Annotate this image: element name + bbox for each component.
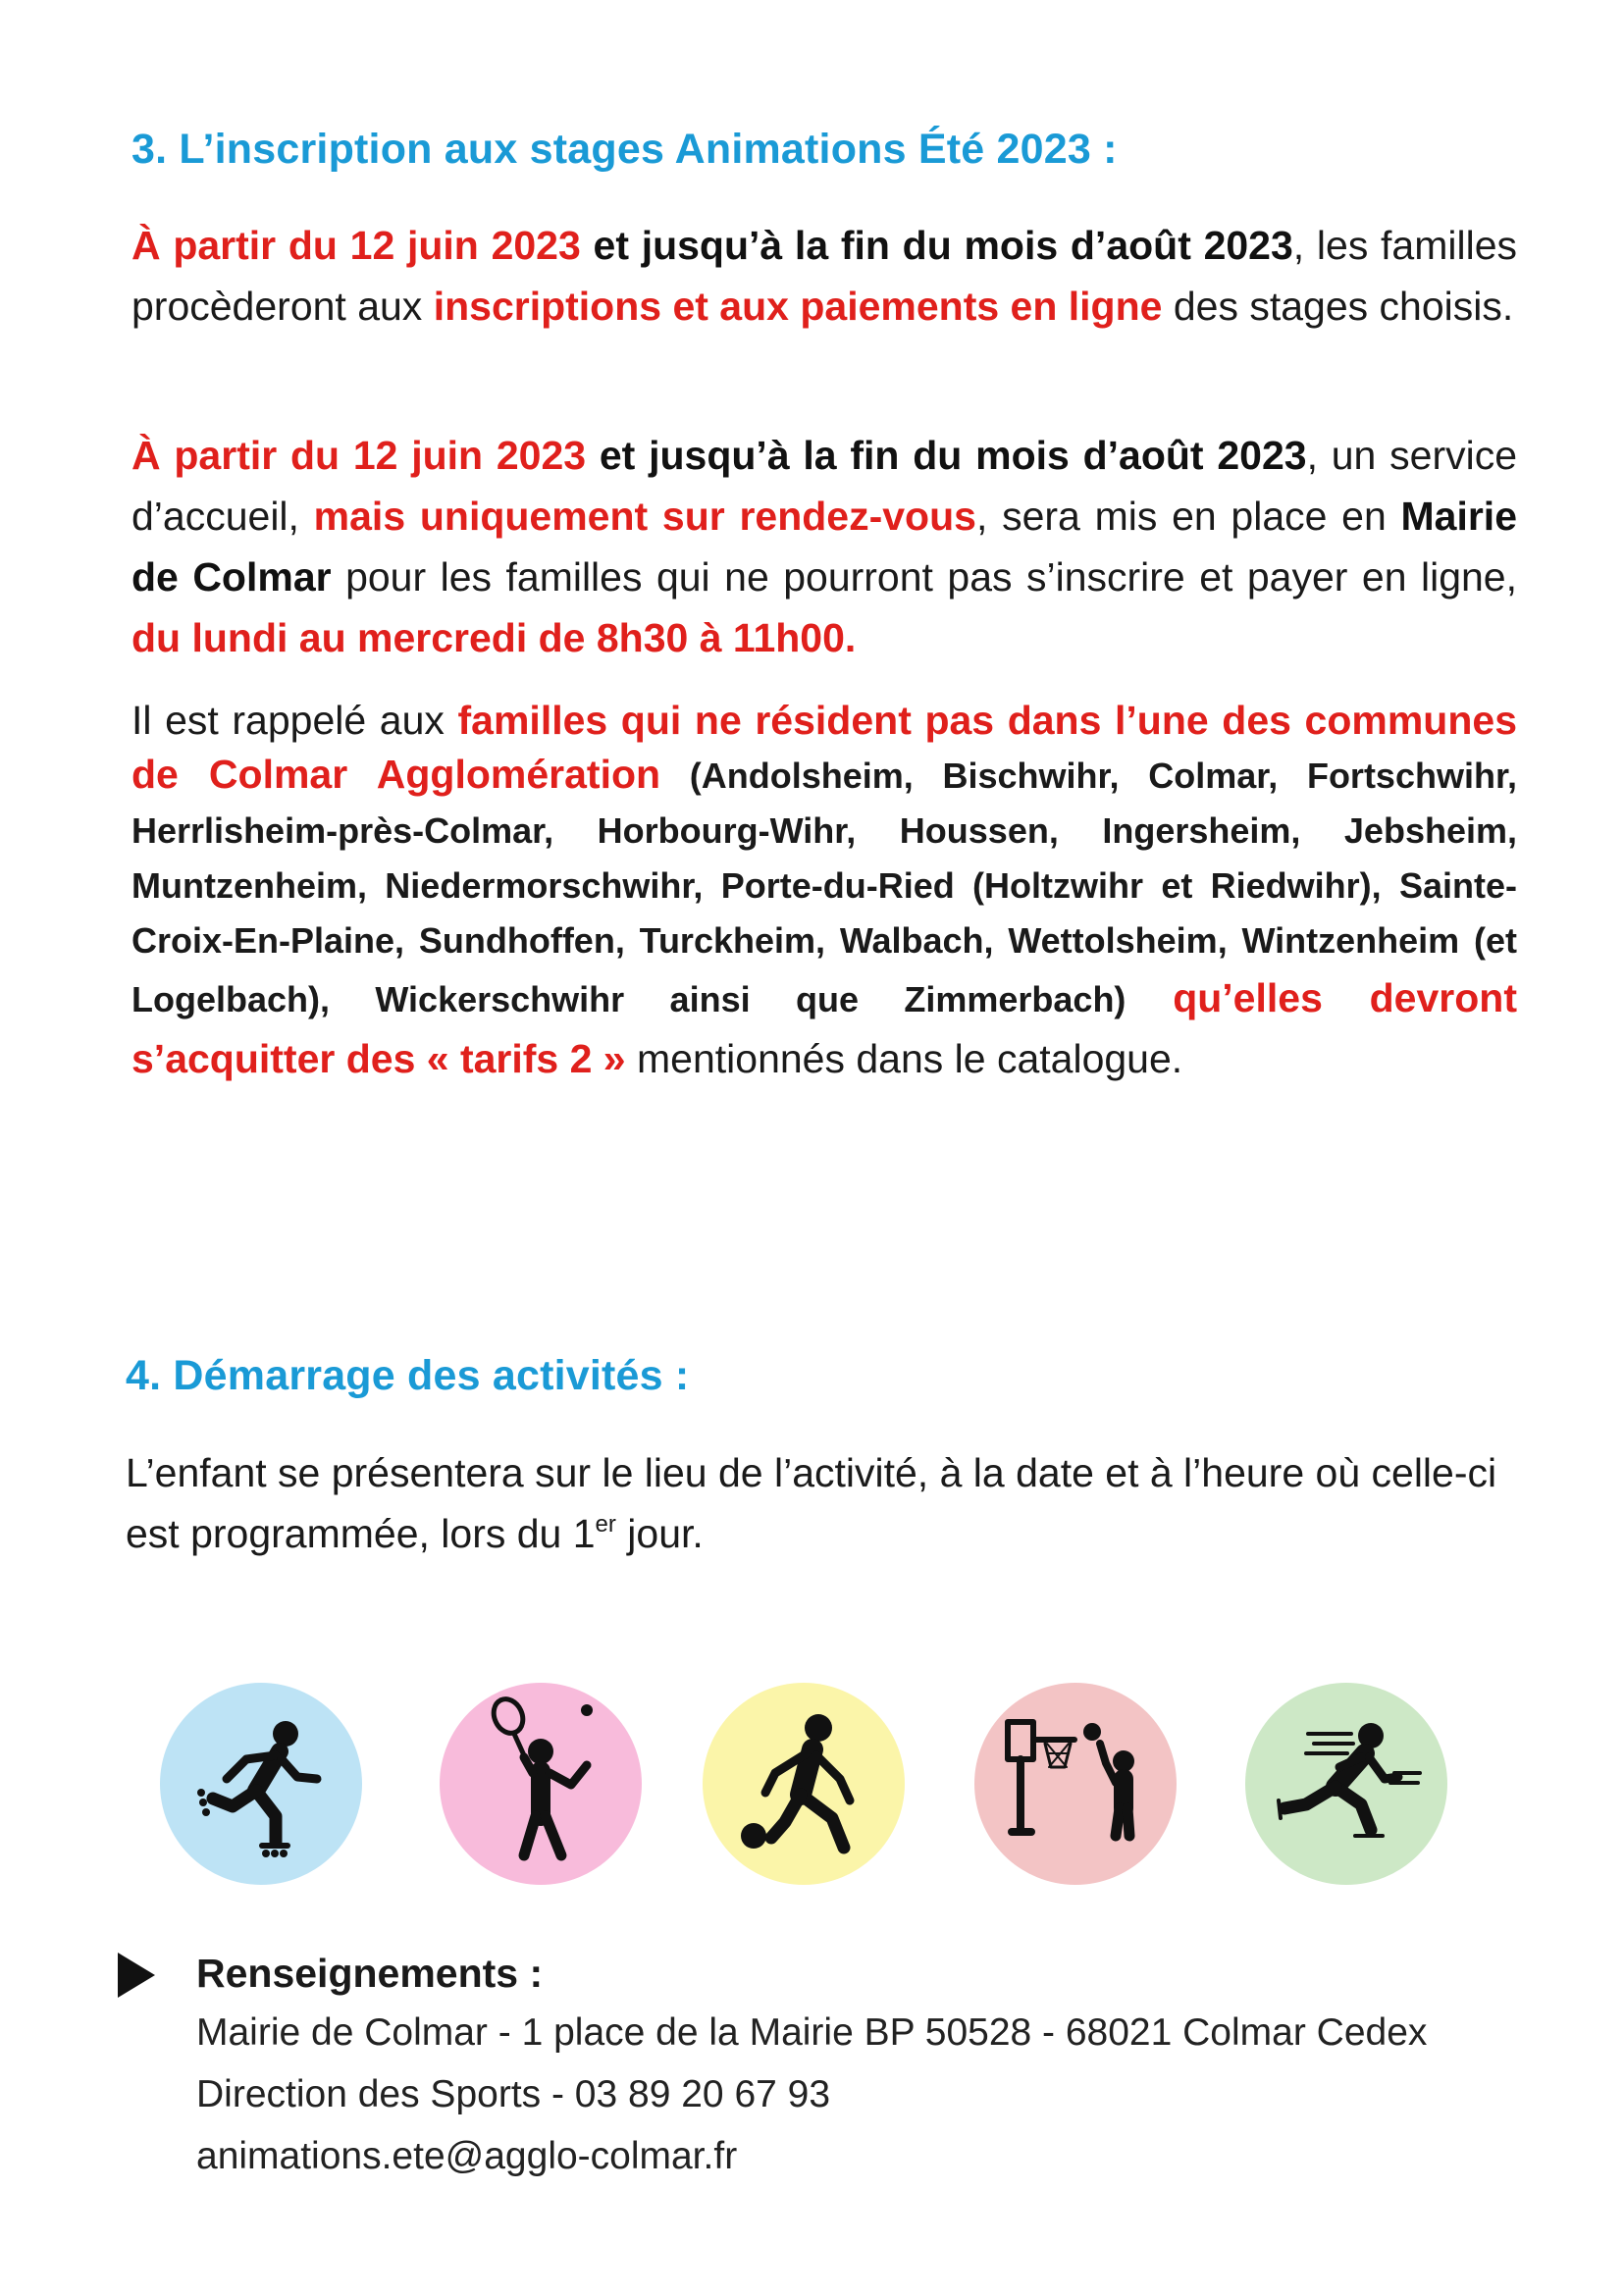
end-date-text: et jusqu’à la fin du mois d’août 2023 — [586, 433, 1307, 478]
basketball-icon — [974, 1683, 1177, 1885]
icon-background — [974, 1683, 1177, 1885]
section-4-title: 4. Démarrage des activités : — [126, 1352, 690, 1399]
online-registration-text: inscriptions et aux paiements en ligne — [433, 284, 1163, 329]
contact-email[interactable]: animations.ete@agglo-colmar.fr — [196, 2135, 738, 2177]
registration-dates-paragraph: À partir du 12 juin 2023 et jusqu’à la fin du mois d’août 2023, les familles procèderont aux inscriptions et aux paiements en ligne des stages choisis. — [131, 223, 1518, 329]
non-resident-paragraph: Il est rappelé aux familles qui ne résident pas dans l’une des communes de Colmar Agglomération (Andolsheim, Bischwihr, Colmar, Fortschwihr, Herrlisheim-près-Colmar, Horbourg-Wihr, Houssen, Ingersheim, Jebsheim, Muntzenheim, Niedermorschwihr, Porte-du-Ried (Holtzwihr et Riedwihr), Sainte-Croix-En-Plaine, Sundhoffen, Turckheim, Walbach, Wettolsheim, Wintzenheim (et Logelbach), Wickerschwihr ainsi que Zimmerbach) qu’elles devront s’acquitter des « tarifs 2 » mentionnés dans le catalogue. — [131, 698, 1518, 1081]
opening-hours-text: du lundi au mercredi de 8h30 à 11h00. — [131, 615, 857, 660]
contact-address: Mairie de Colmar - 1 place de la Mairie BP 50528 - 68021 Colmar Cedex — [196, 2011, 1428, 2054]
non-resident-families-text: familles qui ne résident pas dans l’une des communes de Colmar Agglomération — [131, 698, 1518, 797]
roller-skating-icon — [160, 1683, 362, 1885]
contact-phone: Direction des Sports - 03 89 20 67 93 — [196, 2073, 831, 2115]
reception-service-paragraph: À partir du 12 juin 2023 et jusqu’à la fin du mois d’août 2023, un service d’accueil, mais uniquement sur rendez-vous, sera mis en place en Mairie de Colmar pour les familles qui ne pourront pas s’inscrire et payer en ligne, du lundi au mercredi de 8h30 à 11h00. — [131, 433, 1518, 660]
appointment-only-text: mais uniquement sur rendez-vous — [313, 494, 976, 539]
start-date-text: À partir du 12 juin 2023 — [131, 433, 587, 478]
town-hall-text: Mairie de Colmar — [131, 494, 1517, 600]
contact-title: Renseignements : — [196, 1951, 544, 1996]
badminton-icon — [440, 1683, 642, 1885]
football-icon — [703, 1683, 905, 1885]
end-date-text: et jusqu’à la fin du mois d’août 2023 — [580, 223, 1293, 268]
sport-icons-row — [0, 1683, 1624, 1889]
activity-start-paragraph: L’enfant se présentera sur le lieu de l’activité, à la date et à l’heure où celle-ci est programmée, lors du 1er jour. — [126, 1450, 1497, 1556]
communes-list: (Andolsheim, Bischwihr, Colmar, Fortschwihr, Herrlisheim-près-Colmar, Horbourg-Wihr, Houssen, Ingersheim, Jebsheim, Muntzenheim, Niedermorschwihr, Porte-du-Ried (Holtzwihr et Riedwihr), Sainte-Croix-En-Plaine, Sundhoffen, Turckheim, Walbach, Wettolsheim, Wintzenheim (et Logelbach), Wickerschwihr ainsi que Zimmerbach) — [131, 756, 1517, 1019]
arrow-right-icon — [118, 1953, 155, 1998]
section-3-title: 3. L’inscription aux stages Animations Été 2023 : — [131, 126, 1118, 173]
start-date-text: À partir du 12 juin 2023 — [131, 223, 581, 268]
tariff-2-text: qu’elles devront s’acquitter des « tarifs 2 » — [131, 975, 1517, 1081]
ice-skating-icon — [1245, 1683, 1447, 1885]
